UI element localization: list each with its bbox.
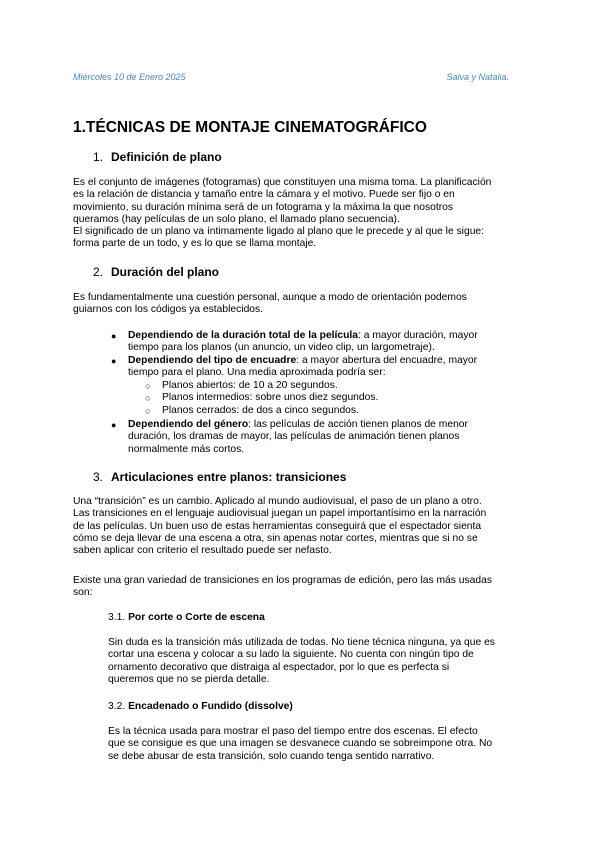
bullet-text: tiempo para los planos (un anuncio, un video clip, un largometraje). bbox=[128, 342, 435, 354]
section-1-number: 1. bbox=[93, 150, 104, 164]
text-line: Es la técnica usada para mostrar el paso del tiempo entre dos escenas. El efecto bbox=[108, 726, 478, 737]
bullet-circle-icon: ○ bbox=[145, 393, 151, 403]
bullet-dot-icon: ● bbox=[111, 356, 117, 366]
section-1-heading bbox=[93, 150, 222, 164]
section-1-title: Definición de plano bbox=[111, 150, 222, 164]
section-2-title: Duración del plano bbox=[111, 265, 220, 279]
page-title: 1.TÉCNICAS DE MONTAJE CINEMATOGRÁFICO bbox=[73, 119, 427, 136]
bullet-circle-icon: ○ bbox=[145, 381, 151, 391]
bullet-text: : a mayor abertura del encuadre, mayor bbox=[296, 355, 478, 366]
section-2-heading bbox=[93, 265, 219, 279]
bullet-text: normalmente más cortos. bbox=[128, 443, 245, 455]
sub-bullet-text: Planos cerrados: de dos a cinco segundos. bbox=[162, 405, 359, 416]
text-line: que se consigue es que una imagen se desvanece cuando se sobreimpone otra. No bbox=[108, 738, 493, 750]
text-line: Existe una gran variedad de transiciones en los programas de edición, pero las más usadas bbox=[73, 575, 492, 586]
section-2-number: 2. bbox=[93, 265, 104, 279]
bullet-item bbox=[111, 330, 538, 355]
subsection-title: Encadenado o Fundido (dissolve) bbox=[128, 701, 293, 712]
bullet-text: duración, los dramas de mayor, las películas de animación tienen planos bbox=[128, 431, 460, 443]
text-line: cómo se deja llevar de una escena a otra, sin apenas notar cortes, mientras que si no se bbox=[73, 532, 478, 544]
text-line: Las transiciones en el lenguaje audiovisual juegan un papel importantísimo en la narración bbox=[73, 508, 487, 520]
text-line: queremos que no se pierda detalle. bbox=[108, 673, 270, 685]
text-line: guiarnos con los códigos ya establecidos. bbox=[73, 304, 264, 316]
sub-bullet-item bbox=[145, 405, 359, 417]
header-date: Miércoles 10 de Enero 2025 bbox=[73, 72, 186, 82]
bullet-item bbox=[111, 355, 538, 380]
text-line: de las películas. Un buen uso de estas herramientas conseguirá que el espectador sienta bbox=[73, 520, 482, 532]
sub-bullet-text: Planos abiertos: de 10 a 20 segundos. bbox=[162, 380, 338, 391]
subsection-3-1-heading bbox=[108, 612, 265, 623]
section-2-paragraph bbox=[73, 292, 533, 317]
sub-bullet-item bbox=[145, 380, 338, 392]
bullet-item bbox=[111, 419, 538, 456]
section-3-number: 3. bbox=[93, 470, 104, 484]
bullet-bold-text: Dependiendo de la duración total de la película bbox=[128, 330, 359, 341]
section-3-paragraph-2 bbox=[73, 575, 533, 600]
header-authors: Salva y Natalia. bbox=[446, 72, 509, 82]
bullet-text: tiempo para el plano. Una media aproximada podría ser: bbox=[128, 367, 386, 379]
bullet-circle-icon: ○ bbox=[145, 406, 151, 416]
text-line: cortar una escena y colocar a su lado la siguiente. No cuenta con ningún tipo de bbox=[108, 649, 474, 661]
text-line: Una “transición” es un cambio. Aplicado al mundo audiovisual, el paso de un plano a otro. bbox=[73, 496, 482, 507]
text-line: se debe abusar de esta transición, solo cuando tenga sentido narrativo. bbox=[108, 750, 435, 762]
sub-bullet-item bbox=[145, 392, 379, 404]
section-1-paragraph bbox=[73, 177, 533, 251]
bullet-text: : las películas de acción tienen planos de menor bbox=[248, 419, 468, 430]
subsection-3-2-heading bbox=[108, 701, 293, 712]
text-line: queramos (hay películas de un solo plano, el llamado plano secuencia). bbox=[73, 213, 400, 225]
bullet-dot-icon: ● bbox=[111, 420, 117, 430]
text-line: ornamento decorativo que distraiga al espectador, por lo que es perfecta si bbox=[108, 661, 450, 673]
text-line: Es fundamentalmente una cuestión personal, aunque a modo de orientación podemos bbox=[73, 292, 467, 303]
bullet-dot-icon: ● bbox=[111, 331, 117, 341]
text-line: El significado de un plano va íntimamente ligado al plano que le precede y al que le sigue: bbox=[73, 226, 485, 238]
section-3-heading bbox=[93, 470, 346, 484]
subsection-3-1-paragraph bbox=[108, 637, 533, 686]
text-line: Sin duda es la transición más utilizada de todas. No tiene técnica ninguna, ya que es bbox=[108, 637, 495, 648]
text-line: es la relación de distancia y tamaño entre la cámara y el motivo. Puede ser fijo o en bbox=[73, 189, 455, 201]
text-line: forma parte de un todo, y es lo que se llama montaje. bbox=[73, 238, 317, 250]
sub-bullet-text: Planos intermedios: sobre unos diez segundos. bbox=[162, 392, 379, 403]
text-line: saben aplicar con criterio el resultado puede ser nefasto. bbox=[73, 545, 332, 557]
subsection-3-2-paragraph bbox=[108, 726, 533, 763]
text-line: movimiento, su duración mínima será de un fotograma y la máxima la que nosotros bbox=[73, 201, 454, 213]
subsection-title: Por corte o Corte de escena bbox=[128, 612, 265, 623]
subsection-number: 3.1. bbox=[108, 612, 126, 623]
bullet-text: : a mayor duración, mayor bbox=[358, 330, 478, 341]
section-3-title: Articulaciones entre planos: transiciones bbox=[111, 470, 347, 484]
subsection-number: 3.2. bbox=[108, 701, 126, 712]
section-3-paragraph-1 bbox=[73, 496, 533, 557]
text-line: son: bbox=[73, 587, 93, 599]
bullet-bold-text: Dependiendo del género bbox=[128, 419, 249, 430]
bullet-bold-text: Dependiendo del tipo de encuadre bbox=[128, 355, 297, 366]
text-line: Es el conjunto de imágenes (fotogramas) que constituyen una misma toma. La planificación bbox=[73, 177, 492, 188]
